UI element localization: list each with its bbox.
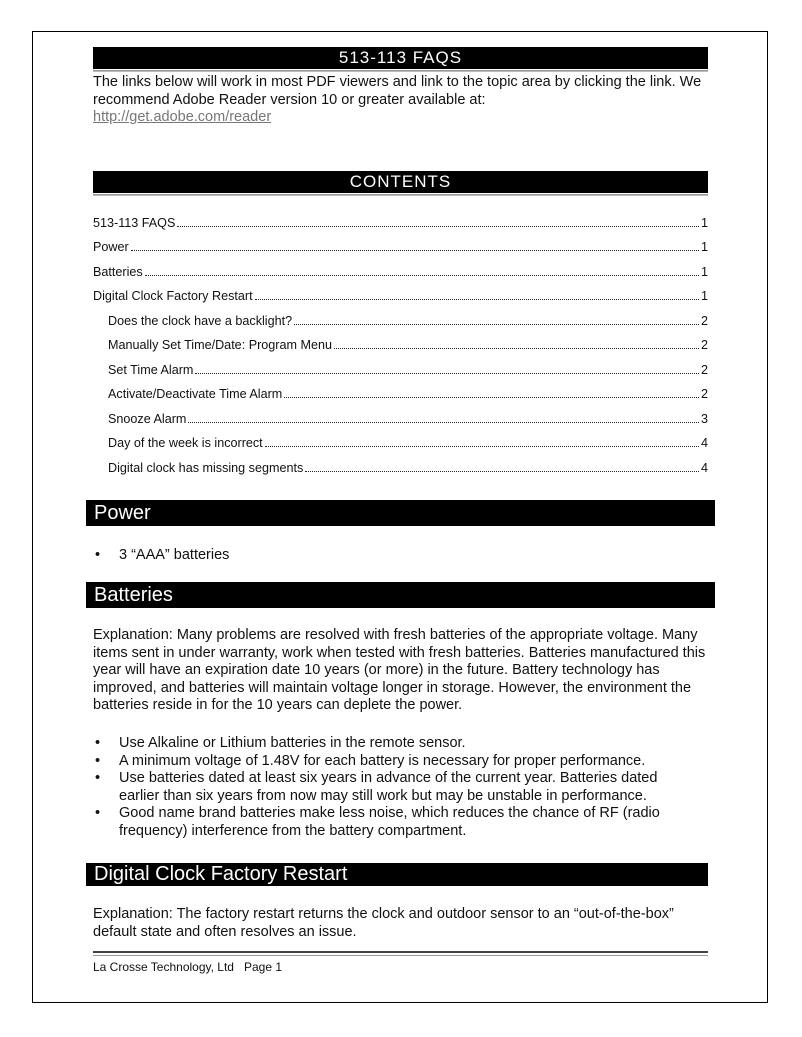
toc-entry-label: Digital Clock Factory Restart [93,289,253,303]
batteries-bullets [95,735,695,840]
toc-entry[interactable] [93,254,708,279]
toc-entry-label: Day of the week is incorrect [108,436,263,450]
toc-entry-label: Activate/Deactivate Time Alarm [108,387,283,401]
toc-entry-page: 2 [700,362,708,377]
bullet-marker: • [95,735,101,751]
power-heading: Power [86,500,715,526]
intro-paragraph [93,74,708,127]
bullet-marker: • [95,752,101,769]
toc-entry-label: Batteries [93,264,143,279]
toc-entry[interactable] [93,401,708,426]
toc-entry-label: Manually Set Time/Date: Program Menu [108,338,332,352]
list-item [95,805,695,840]
toc-entry[interactable] [93,377,708,402]
toc-entry-page: 1 [700,215,708,230]
title-rule [93,70,708,72]
list-item [95,735,695,753]
power-bullets [95,547,695,565]
toc-leader-dots [294,324,699,325]
contents-title-bar: CONTENTS [93,171,708,193]
bullet-marker: • [95,770,101,786]
table-of-contents [93,205,708,475]
toc-leader-dots [188,422,699,423]
restart-heading: Digital Clock Factory Restart [86,863,708,886]
toc-entry-page: 1 [700,264,708,279]
contents-rule [93,194,708,196]
toc-entry-page: 1 [700,240,708,254]
toc-leader-dots [265,446,699,447]
batteries-heading: Batteries [86,582,715,608]
battery-bullet-text: A minimum voltage of 1.48V for each battery is necessary for proper performance. [119,752,646,769]
list-item [95,770,695,805]
bullet-marker: • [95,805,101,821]
toc-entry[interactable] [93,450,708,475]
toc-entry-page: 2 [700,387,708,401]
toc-entry-label: Power [93,240,129,254]
battery-bullet-text: Good name brand batteries make less noise, which reduces the chance of RF (radio frequency) interference from the battery compartment. [119,805,660,839]
toc-entry-label: Does the clock have a backlight? [108,313,293,328]
toc-leader-dots [305,471,699,472]
toc-entry[interactable] [93,230,708,255]
toc-entry[interactable] [93,426,708,451]
footer-rule-thin [93,955,708,956]
toc-entry-label: Snooze Alarm [108,411,187,426]
toc-entry-page: 2 [700,313,708,328]
list-item [95,547,695,565]
toc-entry-label: Digital clock has missing segments [108,460,304,475]
battery-bullet-text: Use Alkaline or Lithium batteries in the remote sensor. [119,735,466,751]
toc-entry[interactable] [93,279,708,304]
toc-entry-page: 1 [700,289,708,303]
batteries-explanation: Explanation: Many problems are resolved with fresh batteries of the appropriate voltage. Many items sent in under warranty, work when tested with fresh batteries. Batteries manufactured this year will have an expiration date 10 years (or more) in the future. Battery technology has improved, and batteries will maintain voltage longer in storage. However, the environment the batteries reside in for the 10 years can deplete the power. [93,627,706,713]
page-footer: La Crosse Technology, Ltd Page 1 [93,960,283,974]
adobe-reader-link[interactable]: http://get.adobe.com/reader [93,109,272,125]
faqs-title-bar: 513-113 FAQS [93,47,708,69]
toc-leader-dots [334,348,699,349]
toc-entry-label: 513-113 FAQS [93,215,176,230]
toc-leader-dots [177,226,699,227]
restart-explanation: Explanation: The factory restart returns the clock and outdoor sensor to an “out-of-the-box” default state and often resolves an issue. [93,906,674,940]
toc-entry-page: 3 [700,411,708,426]
intro-text: The links below will work in most PDF viewers and link to the topic area by clicking the link. We recommend Adobe Reader version 10 or greater available at: [93,74,702,108]
toc-entry-page: 2 [700,338,708,352]
toc-leader-dots [284,397,699,398]
battery-bullet-text: Use batteries dated at least six years in advance of the current year. Batteries dated earlier than six years from now may still work but may be unstable in performance. [119,770,658,804]
bullet-marker: • [95,547,101,563]
list-item [95,753,695,771]
toc-leader-dots [255,299,699,300]
toc-entry-label: Set Time Alarm [108,362,194,377]
toc-leader-dots [195,373,699,374]
toc-entry[interactable] [93,328,708,353]
toc-entry[interactable] [93,352,708,377]
toc-entry-page: 4 [700,436,708,450]
footer-rule [93,951,708,953]
toc-leader-dots [145,275,699,276]
toc-entry[interactable] [93,205,708,230]
toc-entry-page: 4 [700,460,708,475]
toc-entry[interactable] [93,303,708,328]
power-bullet-text: 3 “AAA” batteries [119,547,230,563]
toc-leader-dots [131,250,699,251]
